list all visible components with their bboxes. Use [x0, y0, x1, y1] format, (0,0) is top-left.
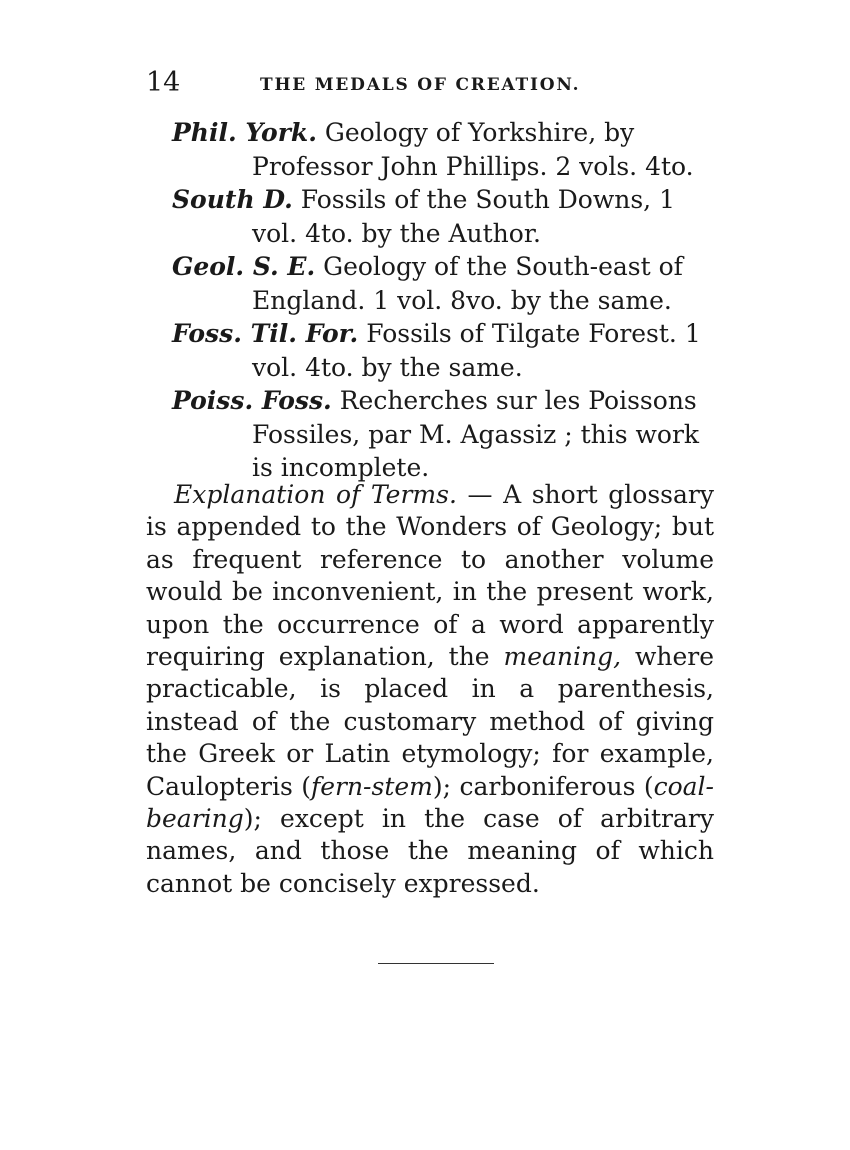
italic-term: meaning,: [503, 642, 622, 672]
reference-description: Geology of Yorkshire, by Professor John Phillips. 2 vols. 4to.: [252, 118, 694, 181]
paragraph-text: ); carboniferous (: [432, 771, 654, 801]
italic-term: fern-stem: [310, 771, 433, 801]
paragraph-text: ); except in the case of arbitrary names, and those the meaning of which cannot be concisely expressed.: [146, 804, 714, 898]
reference-abbreviation: Poiss. Foss.: [172, 386, 332, 415]
page-number: 14: [146, 67, 181, 98]
reference-abbreviation: Phil. York.: [172, 118, 317, 147]
reference-entry: [172, 183, 720, 250]
reference-description: Fossils of the South Downs, 1 vol. 4to. by the Author.: [252, 185, 675, 248]
paragraph-text: — A short glossary is appended to the Wonders of Geology; but as frequent reference to another volume would be inconvenient, in the present work, upon the occurrence of a word apparently requiring explanation, the: [146, 480, 714, 672]
reference-entry: [172, 384, 720, 485]
italic-term: coal-bearing: [146, 771, 714, 834]
running-title: THE MEDALS OF CREATION.: [260, 75, 581, 95]
section-divider: [378, 963, 494, 964]
reference-entry: [172, 250, 720, 317]
reference-abbreviation: Geol. S. E.: [172, 252, 316, 281]
paragraph-text: where practicable, is placed in a parenthesis, instead of the customary method of giving the Greek or Latin etymology; for example, Caulopteris (: [146, 642, 714, 801]
reference-abbreviation: Foss. Til. For.: [172, 319, 359, 348]
abbreviation-list: [172, 116, 720, 485]
reference-description: Fossils of Tilgate Forest. 1 vol. 4to. by the same.: [252, 319, 701, 382]
paragraph-lead: Explanation of Terms.: [174, 480, 457, 509]
reference-abbreviation: South D.: [172, 185, 293, 214]
reference-description: Geology of the South-east of England. 1 vol. 8vo. by the same.: [252, 252, 683, 315]
explanation-paragraph: [146, 479, 714, 900]
reference-description: Recherches sur les Poissons Fossiles, par M. Agassiz ; this work is incomplete.: [252, 386, 700, 482]
page-header: [146, 66, 716, 100]
reference-entry: [172, 116, 720, 183]
reference-entry: [172, 317, 720, 384]
